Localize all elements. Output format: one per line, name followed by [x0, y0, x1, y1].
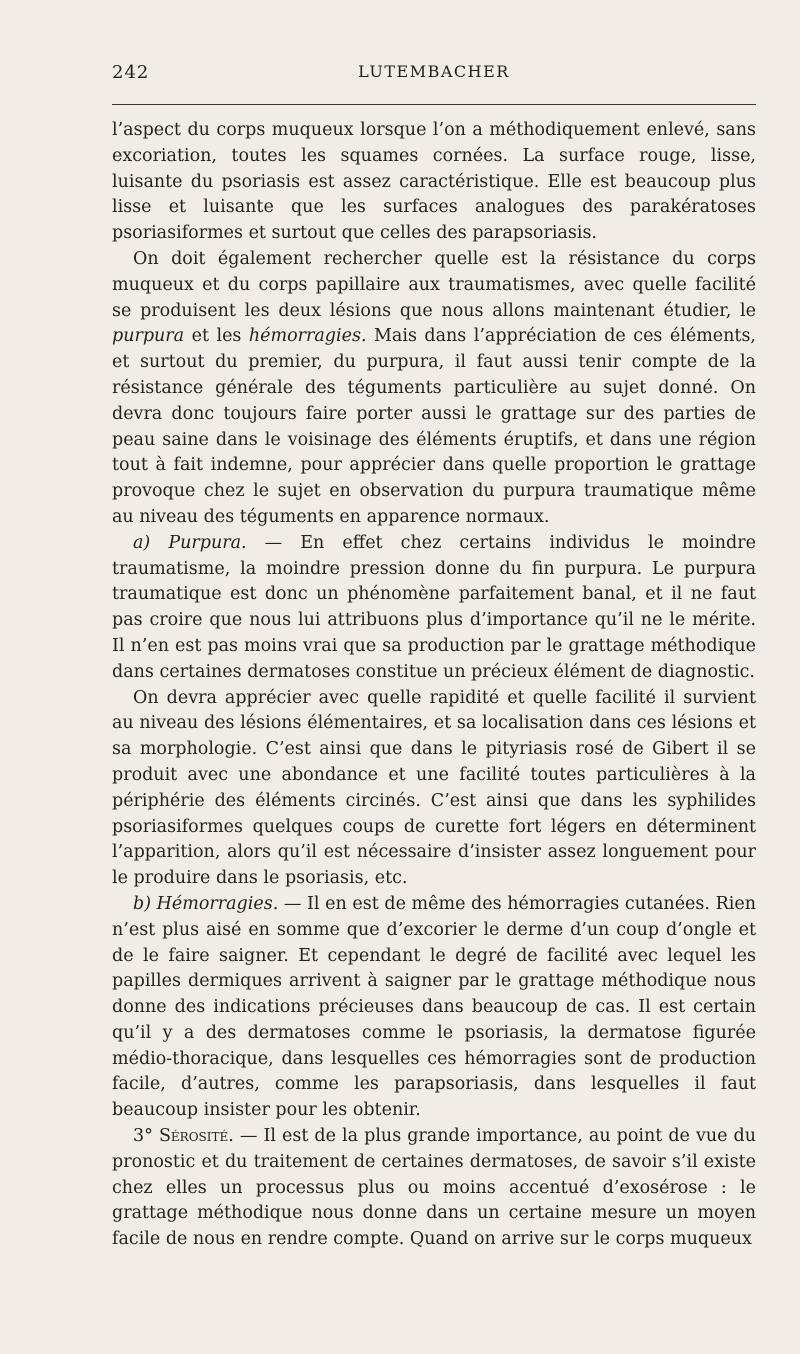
- running-title: LUTEMBACHER: [358, 62, 510, 81]
- text-run: On devra apprécier avec quelle rapidité et quelle facilité il survient au niveau des lésions élémentaires, et sa localisation dans ces lésions et sa morphologie. C’est ainsi que dans le pityriasis rosé de Gibert il se produit avec une abondance et une facilité toutes particulières à la périphérie des éléments circinés. C’est ainsi que dans les syphilides psoriasiformes quelques coups de curette fort légers en déterminent l’apparition, alors qu’il est nécessaire d’insister assez longuement pour le produire dans le psoriasis, etc.: [112, 687, 756, 889]
- paragraph: [112, 247, 756, 531]
- page-number: 242: [112, 62, 150, 83]
- paragraph: [112, 686, 756, 892]
- paragraph: [112, 1124, 756, 1253]
- paragraph: [112, 892, 756, 1124]
- text-run: On doit également rechercher quelle est la résistance du corps muqueux et du corps papillaire aux traumatismes, avec quelle facilité se produisent les deux lésions que nous allons maintenant étudier, le: [112, 248, 756, 321]
- text-run: — En effet chez certains individus le moindre traumatisme, la moindre pression donne du fin purpura. Le purpura traumatique est donc un phénomène parfaitement banal, et il ne faut pas croire que nous lui attribuons plus d’importance qu’il ne le mérite. Il n’en est pas moins vrai que sa production par le grattage méthodique dans certaines dermatoses constitue un précieux élément de diagnostic.: [112, 532, 756, 682]
- text-run: 3°: [133, 1126, 159, 1147]
- section-heading-purpura: a) Purpura.: [133, 532, 247, 553]
- paragraph: [112, 531, 756, 686]
- section-heading-serosite: Sérosité.: [158, 1126, 234, 1147]
- text-run: et les: [184, 326, 249, 347]
- text-run: l’aspect du corps muqueux lorsque l’on a méthodiquement enlevé, sans excoriation, toutes les squames cornées. La surface rouge, lisse, luisante du psoriasis est assez caractéristique. Elle est beaucoup plus lisse et luisante que les surfaces analogues des parakératoses psoriasiformes et surtout que celles des parapsoriasis.: [112, 120, 756, 244]
- section-heading-hemorragies: b) Hémorragies.: [133, 893, 279, 914]
- italic-term-hemorragies: hémorragies.: [248, 326, 367, 347]
- page-header: [112, 62, 756, 92]
- text-run: Mais dans l’appréciation de ces éléments, et surtout du premier, du purpura, il faut aussi tenir compte de la résistance générale des téguments particulière au sujet donné. On devra donc toujours faire porter aussi le grattage sur des parties de peau saine dans le voisinage des éléments éruptifs, et dans une région tout à fait indemne, pour apprécier dans quelle proportion le grattage provoque chez le sujet en observation du purpura traumatique même au niveau des téguments en apparence normaux.: [112, 326, 756, 527]
- body-text: [112, 118, 756, 1253]
- italic-term-purpura: purpura: [112, 326, 185, 347]
- header-rule: [112, 104, 756, 105]
- text-run: — Il en est de même des hémorragies cutanées. Rien n’est plus aisé en somme que d’excorier le derme d’un coup d’ongle et de le faire saigner. Et cependant le degré de facilité avec lequel les papilles dermiques arrivent à saigner par le grattage méthodique nous donne des indications précieuses dans beaucoup de cas. Il est certain qu’il y a des dermatoses comme le psoriasis, la dermatose figurée médio-thoracique, dans lesquelles ces hémorragies sont de production facile, d’autres, comme les parapsoriasis, dans lesquelles il faut beaucoup insister pour les obtenir.: [112, 893, 756, 1121]
- text-run: — Il est de la plus grande importance, au point de vue du pronostic et du traitement de certaines dermatoses, de savoir s’il existe chez elles un processus plus ou moins accentué d’exosérose : le grattage méthodique nous donne dans un certaine mesure un moyen facile de nous en rendre compte. Quand on arrive sur le corps muqueux: [112, 1126, 756, 1250]
- paragraph: [112, 118, 756, 247]
